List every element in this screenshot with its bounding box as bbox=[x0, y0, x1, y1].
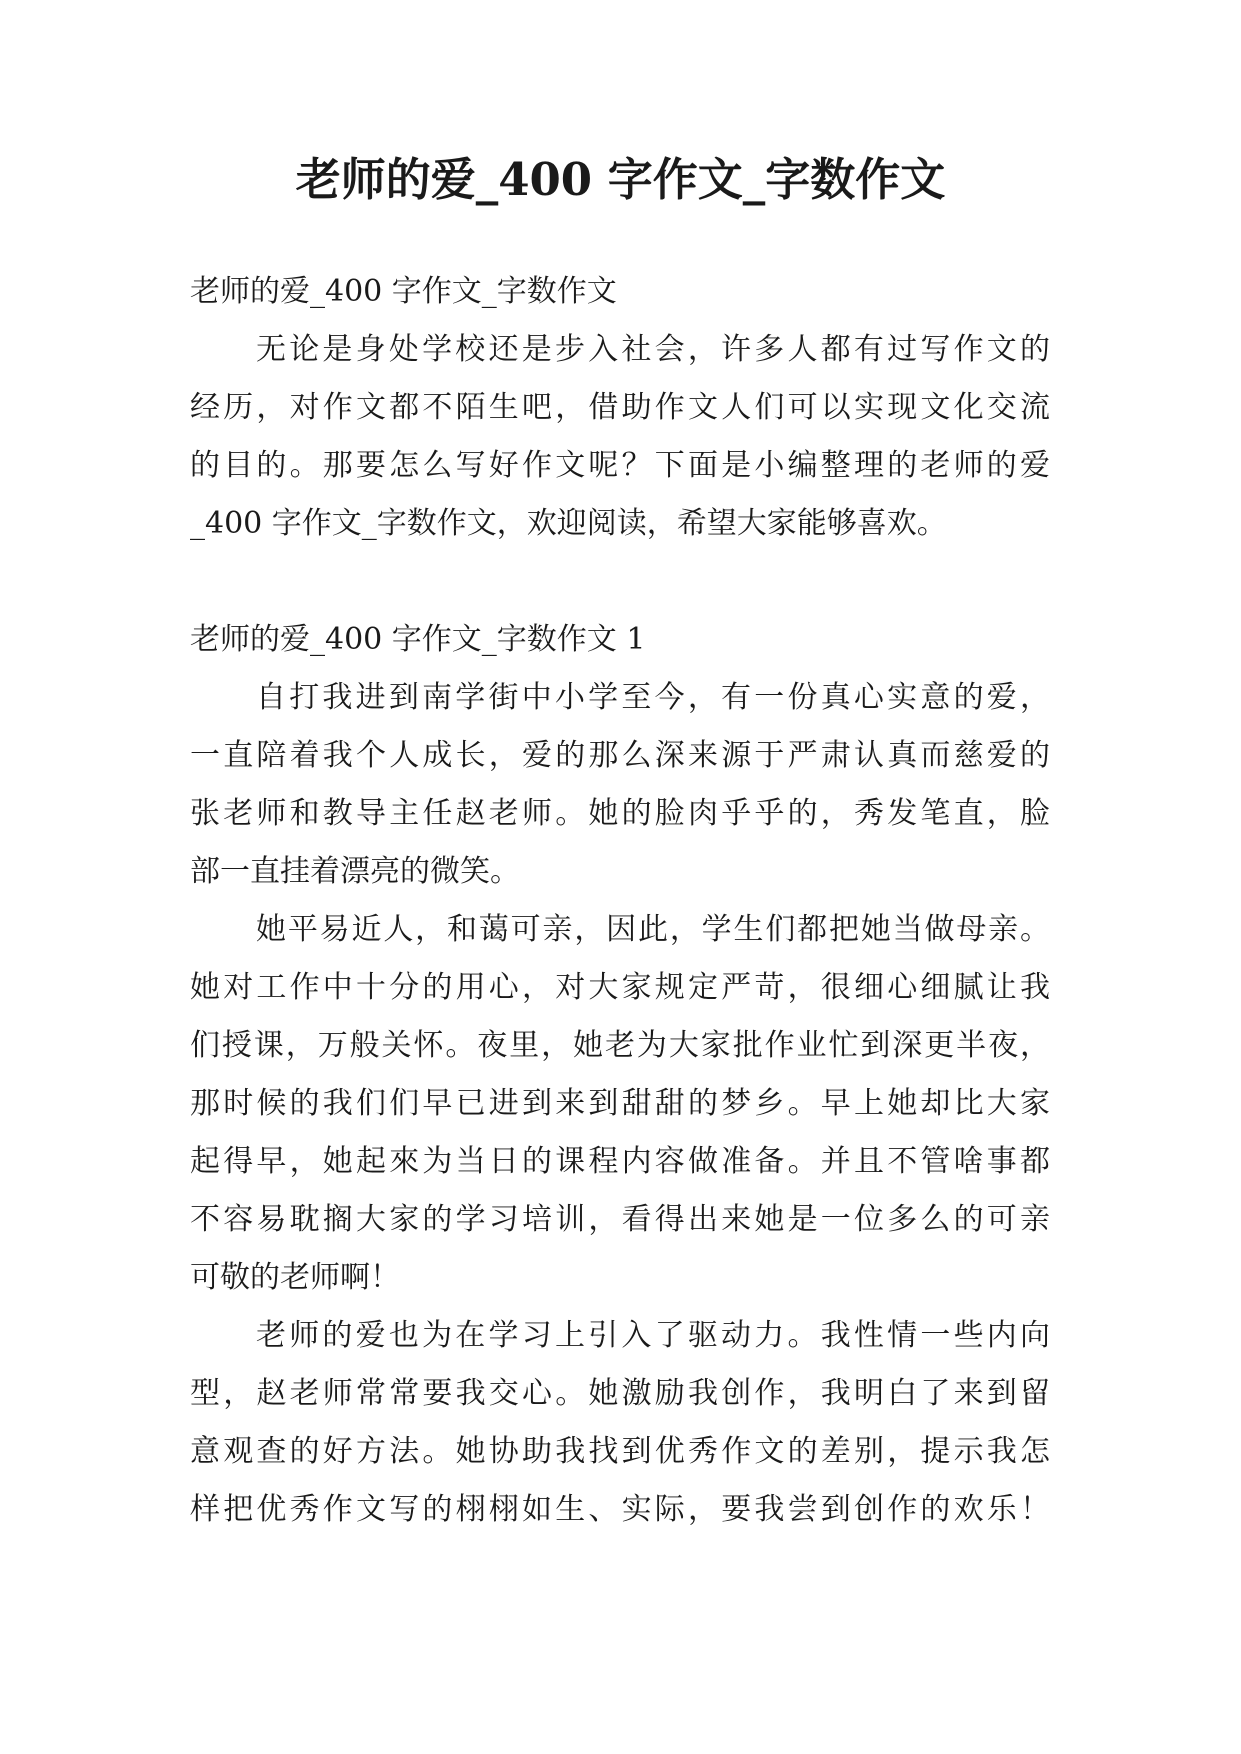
paragraph-line: 样把优秀作文写的栩栩如生、实际，要我尝到创作的欢乐！ bbox=[190, 1492, 1050, 1527]
paragraph-line: 无论是身处学校还是步入社会，许多人都有过写作文的 bbox=[256, 332, 1050, 367]
paragraph-line: 不容易耽搁大家的学习培训，看得出来她是一位多么的可亲 bbox=[190, 1202, 1050, 1237]
paragraph-2 bbox=[190, 901, 1050, 1307]
paragraph-line: 那时候的我们们早已进到来到甜甜的梦乡。早上她却比大家 bbox=[190, 1086, 1050, 1121]
paragraph-gap bbox=[190, 553, 1050, 611]
paragraph-line: 张老师和教导主任赵老师。她的脸肉乎乎的，秀发笔直，脸 bbox=[190, 796, 1050, 831]
document-title: 老师的爱_400 字作文_字数作文 bbox=[295, 153, 946, 206]
intro-paragraph bbox=[190, 321, 1050, 553]
paragraph-line: 自打我进到南学街中小学至今，有一份真心实意的爱， bbox=[256, 680, 1050, 715]
paragraph-line: 经历，对作文都不陌生吧，借助作文人们可以实现文化交流 bbox=[190, 390, 1050, 425]
paragraph-line: 部一直挂着漂亮的微笑。 bbox=[190, 854, 520, 889]
section-heading: 老师的爱_400 字作文_字数作文 1 bbox=[190, 622, 646, 657]
paragraph-line: 型，赵老师常常要我交心。她激励我创作，我明白了来到留 bbox=[190, 1376, 1050, 1411]
document-subtitle: 老师的爱_400 字作文_字数作文 bbox=[190, 274, 617, 309]
paragraph-3 bbox=[190, 1307, 1050, 1539]
paragraph-1 bbox=[190, 669, 1050, 901]
paragraph-line: 老师的爱也为在学习上引入了驱动力。我性情一些内向 bbox=[256, 1318, 1050, 1353]
paragraph-line: 可敬的老师啊！ bbox=[190, 1260, 400, 1295]
paragraph-line: 起得早，她起來为当日的课程内容做准备。并且不管啥事都 bbox=[190, 1144, 1050, 1179]
paragraph-line: 一直陪着我个人成长，爱的那么深来源于严肃认真而慈爱的 bbox=[190, 738, 1050, 773]
document-body bbox=[190, 263, 1050, 1539]
paragraph-line: _400 字作文_字数作文，欢迎阅读，希望大家能够喜欢。 bbox=[190, 506, 947, 541]
paragraph-line: 意观查的好方法。她协助我找到优秀作文的差别，提示我怎 bbox=[190, 1434, 1050, 1469]
paragraph-line: 们授课，万般关怀。夜里，她老为大家批作业忙到深更半夜， bbox=[190, 1028, 1050, 1063]
paragraph-line: 的目的。那要怎么写好作文呢？下面是小编整理的老师的爱 bbox=[190, 448, 1050, 483]
paragraph-line: 她平易近人，和蔼可亲，因此，学生们都把她当做母亲。 bbox=[256, 912, 1050, 947]
paragraph-line: 她对工作中十分的用心，对大家规定严苛，很细心细腻让我 bbox=[190, 970, 1050, 1005]
